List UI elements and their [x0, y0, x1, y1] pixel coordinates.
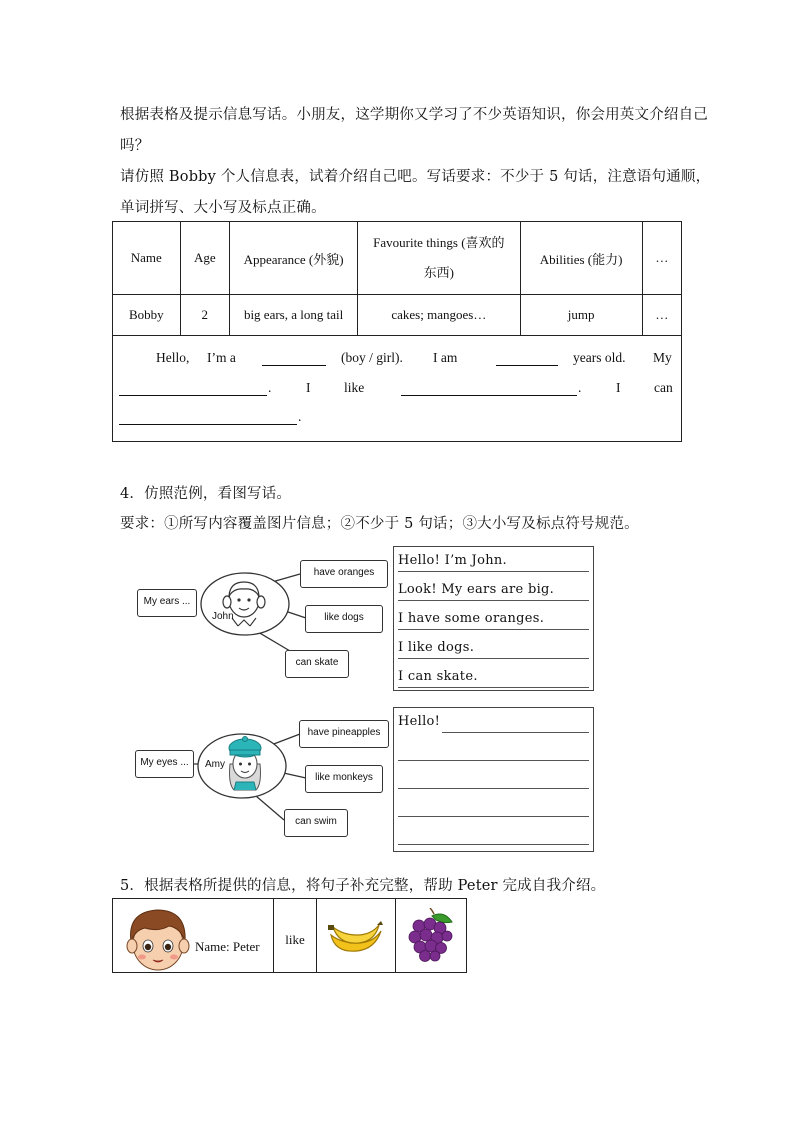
john-name-label: John	[212, 611, 234, 622]
example-line-5: I can skate.	[398, 669, 478, 684]
writing-area	[113, 336, 682, 442]
intro-dot2: .	[578, 380, 582, 395]
task-line-1: Hello!	[398, 714, 441, 729]
intro-years-old: years old.	[573, 350, 626, 365]
intro-i-can: I	[616, 380, 621, 395]
header-age: Age	[180, 222, 229, 295]
blank-like[interactable]	[401, 383, 577, 396]
amy-box-like: like monkeys	[305, 765, 383, 793]
q4-title: 4．仿照范例，看图写话。	[120, 486, 292, 502]
cell-appearance: big ears, a long tail	[230, 295, 358, 336]
john-example-writing-box	[393, 546, 594, 691]
intro-i-am: I am	[433, 350, 458, 365]
blank-age[interactable]	[496, 353, 558, 366]
intro-my: My	[653, 350, 672, 365]
example-line-2: Look! My ears are big.	[398, 582, 555, 597]
peter-info-table	[112, 898, 467, 973]
cell-abilities: jump	[520, 295, 642, 336]
intro-like: like	[344, 380, 365, 395]
blank-appearance[interactable]	[119, 383, 267, 396]
q3-instruction-line4: 单词拼写、大小写及标点正确。	[120, 200, 326, 216]
cell-more: …	[642, 295, 681, 336]
header-favourite-things: Favourite things (喜欢的 东西)	[358, 222, 520, 295]
example-line-3: I have some oranges.	[398, 611, 545, 626]
banana-cell	[317, 899, 396, 973]
peter-avatar-icon	[121, 906, 195, 972]
john-box-have: have oranges	[300, 560, 388, 588]
intro-i-like: I	[306, 380, 311, 395]
header-appearance: Appearance (外貌)	[230, 222, 358, 295]
peter-like-cell: like	[274, 899, 317, 973]
cell-age: 2	[180, 295, 229, 336]
q4-requirement: 要求：①所写内容覆盖图片信息；②不少于 5 句话；③大小写及标点符号规范。	[120, 516, 639, 532]
blank-boy-girl[interactable]	[262, 353, 326, 366]
cell-name: Bobby	[113, 295, 181, 336]
grape-cell	[396, 899, 467, 973]
intro-hello: Hello,	[156, 350, 190, 365]
john-box-can: can skate	[285, 650, 349, 678]
example-line-1: Hello! I’m John.	[398, 553, 507, 568]
peter-name-label: Name: Peter	[195, 939, 260, 954]
amy-writing-box[interactable]	[393, 707, 594, 852]
header-abilities: Abilities (能力)	[520, 222, 642, 295]
bobby-info-table	[112, 221, 682, 442]
amy-box-have: have pineapples	[299, 720, 389, 748]
john-left-box: My ears ...	[137, 589, 197, 617]
intro-boy-girl: (boy / girl).	[341, 350, 403, 365]
amy-left-box: My eyes ...	[135, 750, 194, 778]
amy-avatar-icon	[222, 734, 268, 794]
header-more: …	[642, 222, 681, 295]
intro-can: can	[654, 380, 673, 395]
intro-im-a: I’m a	[207, 350, 236, 365]
q3-instruction-line2: 吗？	[120, 138, 150, 154]
banana-icon	[327, 913, 385, 959]
john-box-like: like dogs	[305, 605, 383, 633]
amy-box-can: can swim	[284, 809, 348, 837]
blank-can[interactable]	[119, 412, 297, 425]
q3-instruction-line3: 请仿照 Bobby 个人信息表，试着介绍自己吧。写话要求：不少于 5 句话，注意语句通顺，	[120, 169, 711, 185]
q5-title: 5．根据表格所提供的信息，将句子补充完整，帮助 Peter 完成自我介绍。	[120, 878, 606, 894]
example-line-4: I like dogs.	[398, 640, 475, 655]
header-name: Name	[113, 222, 181, 295]
grape-icon	[404, 908, 458, 964]
intro-dot3: .	[298, 409, 302, 424]
cell-favourite-things: cakes; mangoes…	[358, 295, 520, 336]
amy-name-label: Amy	[205, 759, 225, 770]
peter-name-cell	[113, 899, 274, 973]
q3-instruction-line1: 根据表格及提示信息写话。小朋友，这学期你又学习了不少英语知识，你会用英文介绍自己	[120, 107, 708, 123]
intro-dot1: .	[268, 380, 272, 395]
